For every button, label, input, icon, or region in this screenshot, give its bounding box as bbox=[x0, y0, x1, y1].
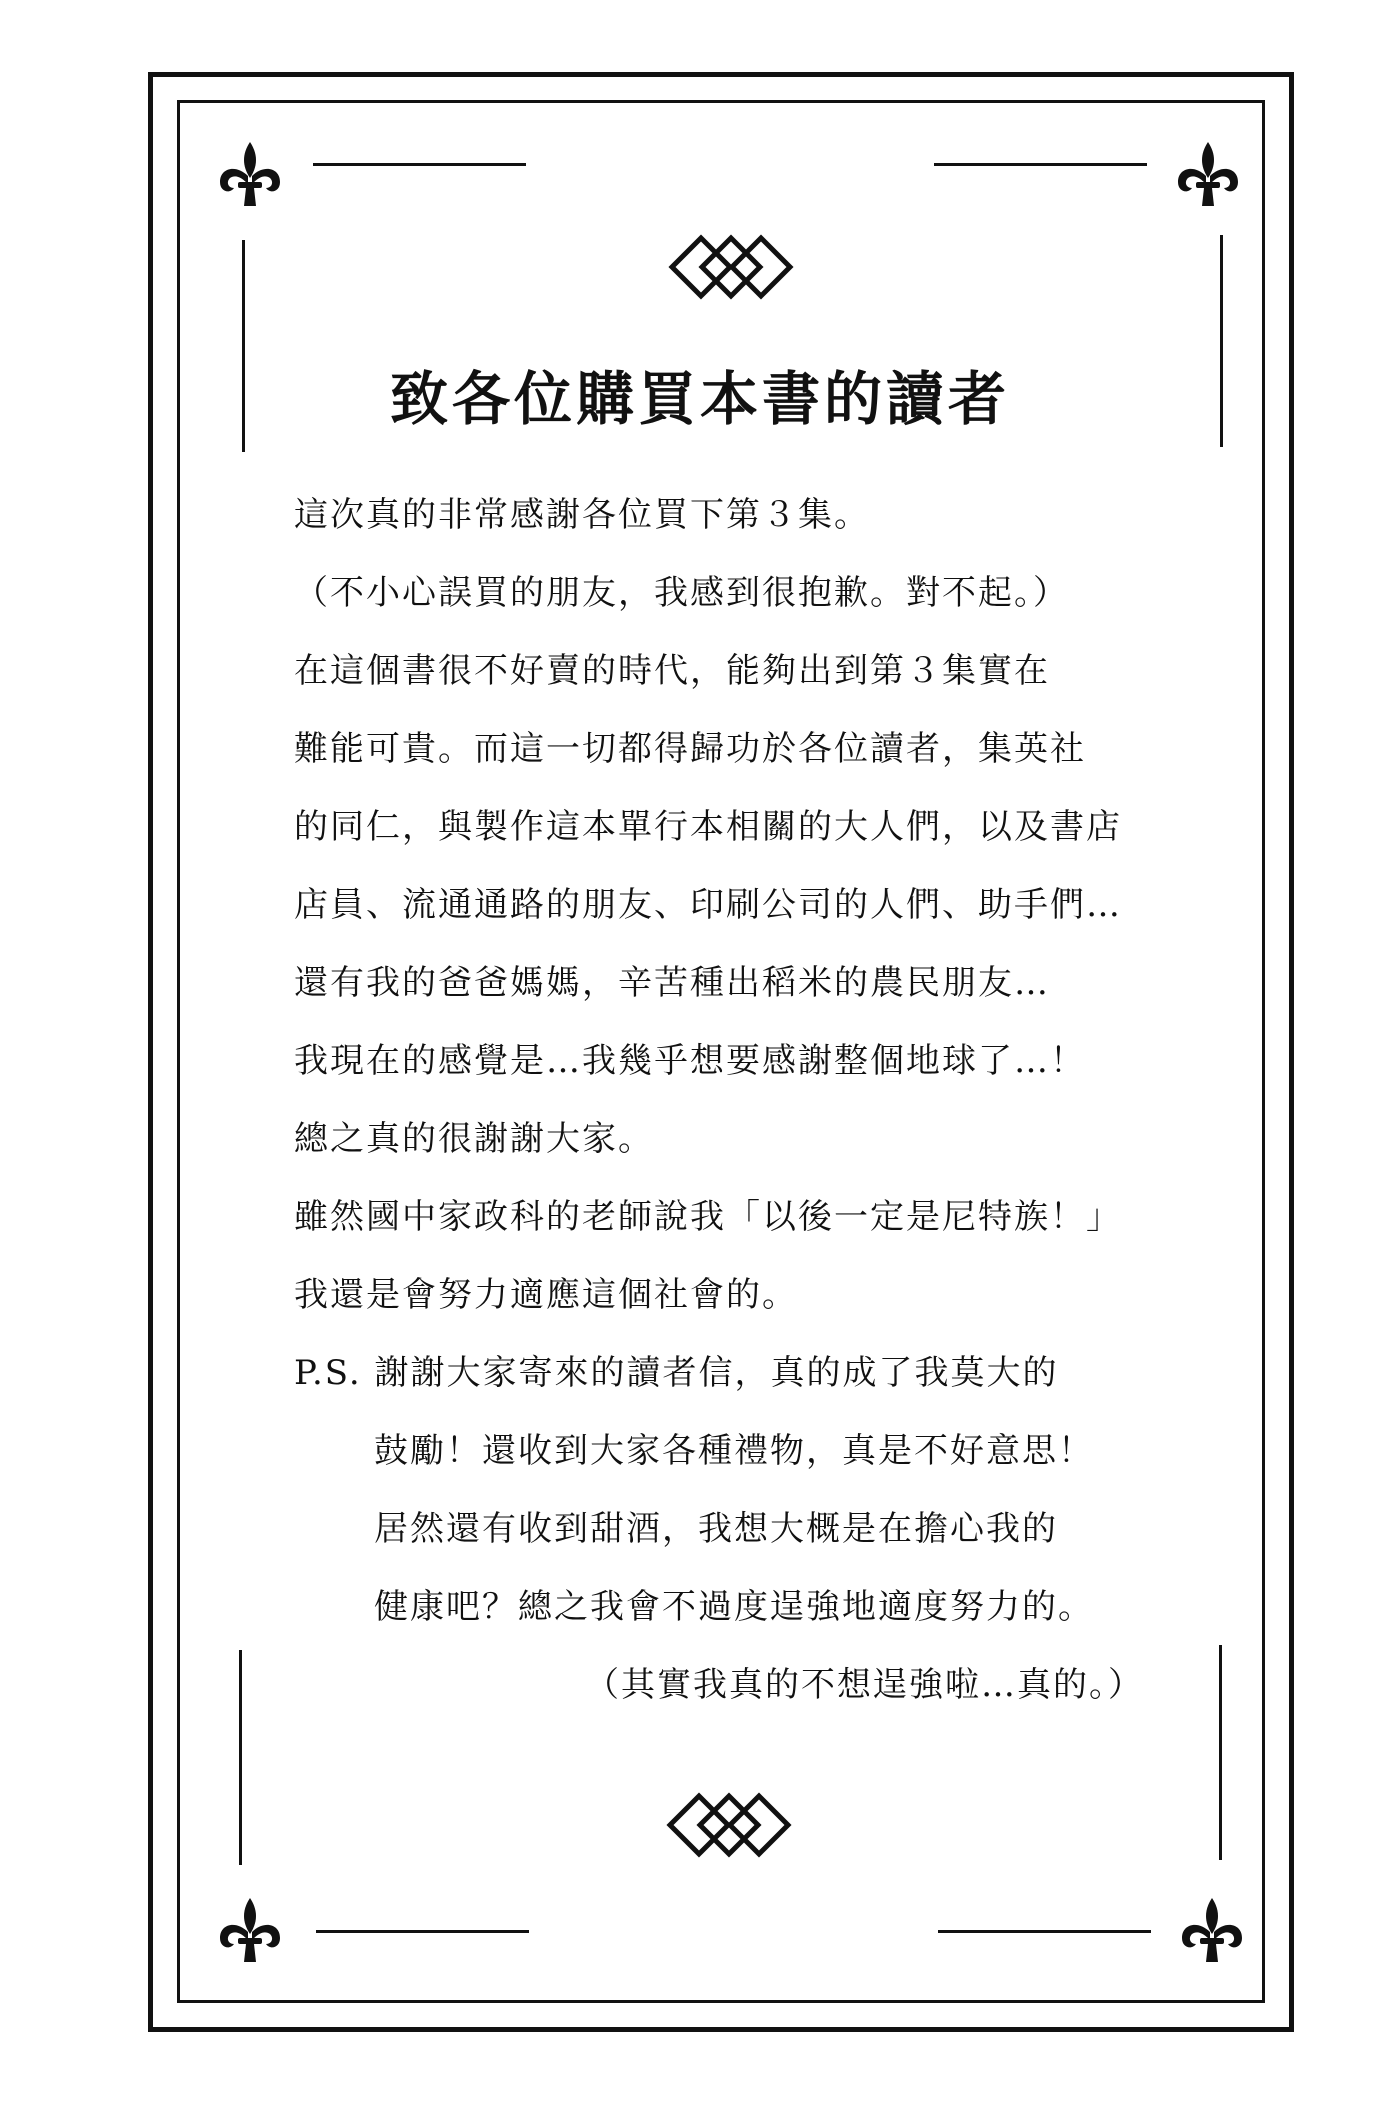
top-left-rule bbox=[313, 163, 526, 166]
postscript-line: 居然還有收到甜酒，我想大概是在擔心我的 bbox=[374, 1509, 1058, 1549]
bottom-right-fleur-icon bbox=[1176, 1894, 1248, 1966]
bottom-right-rule bbox=[938, 1930, 1151, 1933]
letter-line: 店員、流通通路的朋友、印刷公司的人們、助手們… bbox=[294, 885, 1122, 925]
letter-line: （不小心誤買的朋友，我感到很抱歉。對不起。） bbox=[294, 573, 1069, 613]
top-diamond-knot-icon bbox=[666, 232, 796, 302]
page-title: 致各位購買本書的讀者 bbox=[389, 365, 1010, 433]
top-right-fleur-icon bbox=[1172, 138, 1244, 210]
bottom-left-rule bbox=[316, 1930, 529, 1933]
bottom-diamond-knot-icon bbox=[664, 1790, 794, 1860]
letter-line: 我還是會努力適應這個社會的。 bbox=[294, 1275, 798, 1315]
closing-line: （其實我真的不想逞強啦…真的。） bbox=[585, 1665, 1144, 1705]
letter-line: 在這個書很不好賣的時代，能夠出到第３集實在 bbox=[294, 651, 1050, 691]
postscript-line: 健康吧？總之我會不過度逞強地適度努力的。 bbox=[374, 1587, 1094, 1627]
left-lower-rule bbox=[239, 1650, 242, 1865]
letter-line: 這次真的非常感謝各位買下第３集。 bbox=[294, 495, 870, 535]
top-left-fleur-icon bbox=[214, 138, 286, 210]
letter-line: 難能可貴。而這一切都得歸功於各位讀者，集英社 bbox=[294, 729, 1086, 769]
top-right-rule bbox=[934, 163, 1147, 166]
letter-line: 總之真的很謝謝大家。 bbox=[294, 1119, 654, 1159]
letter-line: 我現在的感覺是…我幾乎想要感謝整個地球了…！ bbox=[294, 1041, 1086, 1081]
postscript-line: 鼓勵！還收到大家各種禮物，真是不好意思！ bbox=[374, 1431, 1094, 1471]
bottom-left-fleur-icon bbox=[214, 1894, 286, 1966]
postscript-line: P.S. 謝謝大家寄來的讀者信，真的成了我莫大的 bbox=[294, 1353, 1059, 1393]
letter-line: 還有我的爸爸媽媽，辛苦種出稻米的農民朋友… bbox=[294, 963, 1050, 1003]
letter-body bbox=[294, 476, 1224, 1724]
letter-line: 雖然國中家政科的老師說我「以後一定是尼特族！」 bbox=[294, 1197, 1122, 1237]
letter-line: 的同仁，與製作這本單行本相關的大人們，以及書店 bbox=[294, 807, 1122, 847]
